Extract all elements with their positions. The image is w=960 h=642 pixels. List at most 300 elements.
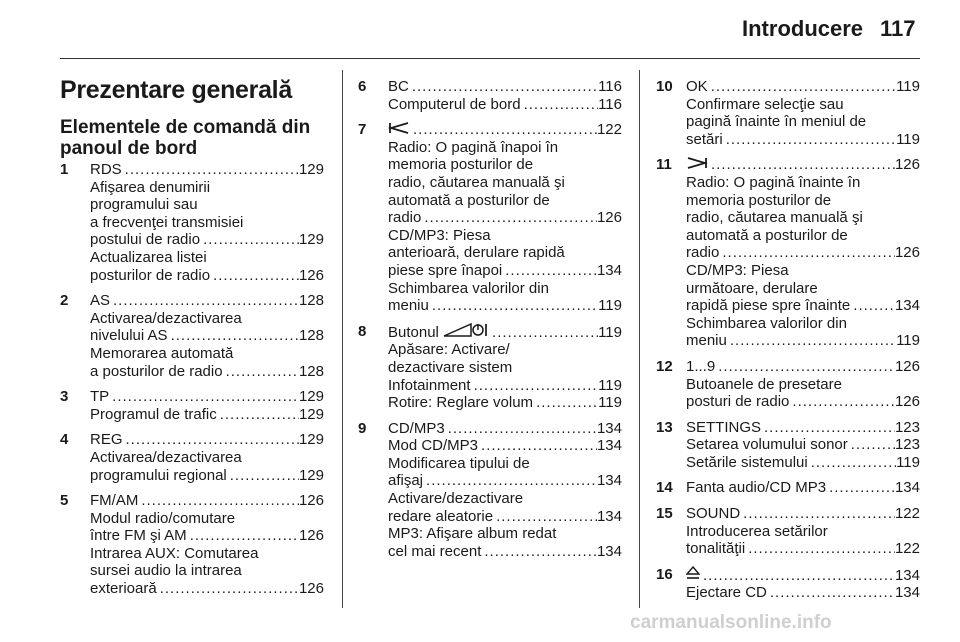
dot-leader [123,431,299,449]
entry-line [90,292,324,310]
entry-text [388,455,530,473]
entry-text-value: Activarea/dezactivarea [90,309,242,327]
entry-text-value: a posturilor de radio [90,362,223,380]
dot-leader [109,388,299,406]
dot-leader [410,121,597,139]
entry-text-value: Activarea/dezactivarea [90,448,242,466]
entry-text-value: programului sau [90,196,198,214]
entry-line [90,161,324,179]
entry-line [686,376,920,394]
entry-text [388,280,549,298]
entry-line [90,327,324,345]
subsection-title: Elementele de comandă din panoul de bord [60,117,311,159]
entry-text-value: Schimbarea valorilor din [686,314,847,332]
control-number: 8 [358,322,367,340]
control-entry-10 [656,78,920,148]
entry-text-value: Fanta audio/CD MP3 [686,479,827,497]
page-reference: 119 [598,297,622,315]
entry-text [388,323,489,342]
entry-text [388,341,510,359]
entry-text-value: Setarea volumului sonor [686,436,848,454]
entry-text [686,436,848,454]
entry-text [388,472,423,490]
entry-text-value: TP [90,388,110,406]
entry-line [388,78,622,96]
entry-text [388,78,409,96]
page-reference: 126 [298,580,324,598]
entry-line [90,527,324,545]
entry-text [686,505,740,523]
control-entry-16 [656,566,920,602]
dot-leader [719,244,895,262]
entry-text-value: OK [686,78,708,95]
entry-line [686,156,920,174]
page-reference: 128 [298,327,324,345]
entry-text-value: programului regional [90,466,227,484]
entry-text-value: Confirmare selecţie sau [686,95,844,113]
control-entry-14 [656,479,920,497]
entry-line [388,209,622,227]
control-entry-9 [358,420,622,561]
entry-text-value: FM/AM [90,492,139,510]
entry-text [388,543,481,561]
dot-leader [727,332,896,350]
entry-text-value: Setările sistemului [686,453,808,471]
entry-line [686,540,920,558]
dot-leader [502,262,597,280]
entry-text [90,562,242,580]
entry-line [388,156,622,174]
entry-text [686,227,848,245]
control-entry-2 [60,292,324,380]
page-reference: 129 [298,161,324,178]
entry-line [686,454,920,472]
entry-text-value: CD/MP3: Piesa [388,226,491,244]
entry-text [686,131,723,149]
entry-line [686,523,920,541]
entry-text [90,310,242,328]
entry-text-value: dezactivare sistem [388,358,513,376]
entry-text-value: nivelului AS [90,327,168,345]
control-number: 1 [60,161,69,178]
page-reference: 122 [894,540,920,558]
page-reference: 119 [896,130,920,148]
entry-text [686,192,831,210]
dot-leader [521,96,599,114]
entry-text-value: piese spre înapoi [388,261,503,279]
entry-text-value: REG [90,431,123,449]
page-reference: 129 [298,405,324,423]
entry-text-value: Actualizarea listei [90,248,207,266]
control-number: 9 [358,419,367,437]
entry-text-value: radio [388,209,422,227]
page-reference: 134 [894,297,920,315]
entry-line [90,310,324,328]
entry-text [388,121,410,139]
entry-line [388,455,622,473]
dot-leader [826,479,895,497]
control-number: 15 [656,505,673,523]
volume-power-icon [443,323,489,342]
entry-line [90,179,324,197]
page-reference: 129 [298,231,324,249]
control-number: 7 [358,121,367,139]
dot-leader [157,580,299,598]
dot-leader [138,492,299,510]
entry-text [686,244,719,262]
page-reference: 119 [598,394,622,412]
control-entry-13 [656,419,920,472]
dot-leader [740,505,895,523]
entry-text [388,490,523,508]
control-number: 10 [656,78,673,95]
entry-line [388,359,622,377]
entry-line [388,543,622,561]
entry-text-value: meniu [388,297,429,315]
entry-line [686,113,920,131]
entry-text-value: CD/MP3: Piesa [686,261,789,279]
header-divider [60,58,920,59]
entry-text [388,394,533,412]
dot-leader [122,161,299,179]
dot-leader [421,209,597,227]
entry-line [686,297,920,315]
page-reference: 129 [298,431,324,449]
page-reference: 126 [894,393,920,411]
dot-leader [217,406,299,424]
entry-text [686,315,847,333]
entry-text [686,479,826,497]
page-reference: 126 [298,527,324,545]
next-triangle-icon [686,156,708,174]
page-reference: 134 [596,542,622,560]
entry-text-value: a frecvenţei transmisiei [90,213,244,231]
entry-text [388,262,502,280]
entry-text-value: SETTINGS [686,418,762,436]
entry-line [686,584,920,602]
entry-line [686,332,920,350]
dot-leader [723,131,896,149]
control-entry-4 [60,431,324,484]
page-reference: 126 [298,492,324,510]
column-3 [656,78,920,610]
page-reference: 126 [596,209,622,227]
entry-text-value: radio, căutarea manuală şi [388,173,565,191]
entry-text-value: radio, căutarea manuală şi [686,209,863,227]
entry-text [90,249,207,267]
entry-text-value: automată a posturilor de [388,191,550,209]
prev-triangle-icon [388,121,410,139]
entry-text-value: memoria posturilor de [686,191,832,209]
control-number: 2 [60,292,69,310]
page-reference: 123 [894,436,920,454]
entry-text [388,227,491,245]
page-reference: 126 [894,156,920,174]
dot-leader [445,420,597,438]
entry-line [686,262,920,280]
entry-line [90,510,324,528]
entry-text-value: Computerul de bord [388,95,521,113]
entry-text-value: sursei audio la intrarea [90,562,242,580]
entry-text-value: 1...9 [686,357,716,375]
entry-text-value: Intrarea AUX: Comutarea [90,544,259,562]
entry-line [90,580,324,598]
control-number: 16 [656,565,673,583]
entry-line [686,174,920,192]
entry-text-value: Apăsare: Activare/ [388,341,510,359]
entry-text-value: între FM şi AM [90,527,187,545]
entry-text-value: Introducerea setărilor [686,522,828,540]
entry-line [388,227,622,245]
entry-line [388,280,622,298]
dot-leader [489,324,598,342]
entry-line [388,394,622,412]
entry-line [388,508,622,526]
control-entry-15 [656,505,920,558]
entry-text [90,179,210,197]
entry-text-value: Programul de trafic [90,405,217,423]
entry-line [388,244,622,262]
page-reference: 134 [596,507,622,525]
entry-line [686,209,920,227]
entry-text-value: redare aleatorie [388,507,494,525]
entry-text-value: Infotainment [388,376,471,394]
entry-text-value: AS [90,292,111,310]
entry-text-value: Modul radio/comutare [90,509,236,527]
page-reference: 128 [298,362,324,380]
page-reference: 134 [894,584,920,602]
section-title: Prezentare generală [60,76,292,104]
entry-text [686,280,818,298]
entry-text-value: postului de radio [90,231,201,249]
entry-text-value: automată a posturilor de [686,226,848,244]
entry-text [686,523,828,541]
entry-line [686,315,920,333]
entry-text [686,376,842,394]
watermark-text: carmanualsonline.info [630,612,832,633]
entry-line [388,341,622,359]
dot-leader [168,327,299,345]
dot-leader [471,377,599,395]
entry-text [686,393,789,411]
entry-text [388,525,556,543]
entry-text [90,388,109,406]
control-number: 4 [60,431,69,449]
entry-line [388,472,622,490]
entry-line [686,227,920,245]
dot-leader [493,508,597,526]
control-entry-6 [358,78,622,113]
dot-leader [429,297,598,315]
entry-line [90,406,324,424]
entry-text [686,78,708,96]
entry-text-value: tonalităţii [686,540,746,558]
entry-text-value: exterioară [90,580,157,598]
entry-text [90,231,200,249]
dot-leader [745,540,895,558]
dot-leader [110,292,299,310]
control-number: 12 [656,357,673,375]
entry-text-value: meniu [686,332,727,350]
entry-text-value: CD/MP3 [388,419,445,437]
entry-text [90,492,138,510]
dot-leader [767,584,895,602]
entry-line [686,244,920,262]
entry-line [90,196,324,214]
entry-text-value: Modificarea tipului de [388,454,530,472]
dot-leader [223,363,299,381]
entry-text-value: MP3: Afişare album redat [388,525,557,543]
entry-text [90,363,223,381]
entry-line [388,437,622,455]
dot-leader [210,267,299,285]
entry-text-value: Afişarea denumirii [90,178,211,196]
entry-text [90,214,243,232]
column-divider-2 [639,70,640,608]
entry-text [90,161,122,179]
control-entry-8 [358,323,622,412]
entry-text [686,454,808,472]
entry-line [388,297,622,315]
entry-line [686,393,920,411]
entry-text [90,510,235,528]
page-reference: 123 [894,418,920,436]
entry-line [388,192,622,210]
entry-text-value: Rotire: Reglare volum [388,394,534,412]
column-divider-1 [342,70,343,608]
page-reference: 129 [298,466,324,484]
dot-leader [227,467,299,485]
entry-text [388,209,421,227]
entry-text [388,139,558,157]
entry-text [388,96,521,114]
page-reference: 119 [896,78,920,95]
page-reference: 134 [596,437,622,455]
entry-text [90,527,187,545]
control-entry-3 [60,388,324,423]
entry-text [686,174,860,192]
entry-line [90,267,324,285]
entry-text [90,449,242,467]
entry-line [686,358,920,376]
entry-line [388,490,622,508]
entry-text [90,431,123,449]
entry-line [90,388,324,406]
dot-leader [708,78,896,96]
page-reference: 134 [596,419,622,437]
entry-text-value: Ejectare CD [686,584,767,602]
page-reference: 122 [894,505,920,523]
entry-text [388,420,445,438]
entry-text [388,437,478,455]
entry-line [686,280,920,298]
control-number: 3 [60,388,69,406]
entry-line [388,174,622,192]
entry-line [686,419,920,437]
entry-line [90,214,324,232]
entry-text [90,345,233,363]
entry-text [686,566,700,585]
entry-line [686,192,920,210]
entry-text-value: următoare, derulare [686,279,818,297]
entry-text [686,584,767,602]
entry-line [90,562,324,580]
column-1 [60,161,324,606]
entry-text [90,545,258,563]
entry-line [388,525,622,543]
control-number: 6 [358,78,367,95]
control-number: 5 [60,492,69,510]
entry-text-value: pagină înainte în meniul de [686,113,867,131]
entry-text [388,192,550,210]
entry-text [388,508,493,526]
entry-line [90,363,324,381]
dot-leader [700,567,895,585]
entry-text-value: RDS [90,161,122,178]
entry-text-value: memoria posturilor de [388,156,534,174]
control-entry-1 [60,161,324,284]
entry-line [90,545,324,563]
page-reference: 134 [894,566,920,584]
page-reference: 119 [598,323,622,341]
dot-leader [481,543,597,561]
entry-text [90,406,217,424]
entry-text-value: posturi de radio [686,393,790,411]
entry-text [90,267,210,285]
control-entry-11 [656,156,920,350]
control-entry-5 [60,492,324,598]
entry-text-value: rapidă piese spre înainte [686,297,851,315]
dot-leader [533,394,598,412]
entry-text-value: Butonul [388,323,444,341]
entry-text [686,209,863,227]
entry-text [90,292,110,310]
dot-leader [708,156,895,174]
entry-text-value: Radio: O pagină înainte în [686,173,861,191]
control-number: 14 [656,479,673,497]
page-number: 117 [880,16,916,41]
entry-text [90,196,198,214]
entry-text-value: Activare/dezactivare [388,490,524,508]
entry-text-value: cel mai recent [388,542,482,560]
page-reference: 128 [298,292,324,310]
entry-line [90,467,324,485]
entry-text [388,377,471,395]
entry-line [686,96,920,114]
page-reference: 119 [896,453,920,471]
entry-line [388,139,622,157]
dot-leader [761,419,895,437]
page-reference: 134 [596,261,622,279]
entry-line [388,96,622,114]
entry-text [686,358,715,376]
entry-text [90,327,168,345]
control-number: 11 [656,156,672,174]
page-reference: 129 [298,388,324,406]
eject-icon [686,566,700,585]
entry-text [686,113,866,131]
page-reference: 119 [598,376,622,394]
entry-text [388,359,512,377]
entry-line [686,131,920,149]
control-entry-7 [358,121,622,315]
entry-line [686,566,920,585]
entry-text-value: anterioară, derulare rapidă [388,244,565,262]
dot-leader [478,437,597,455]
entry-text-value: Memorarea automată [90,344,234,362]
entry-text-value: Butoanele de presetare [686,375,842,393]
entry-line [388,262,622,280]
